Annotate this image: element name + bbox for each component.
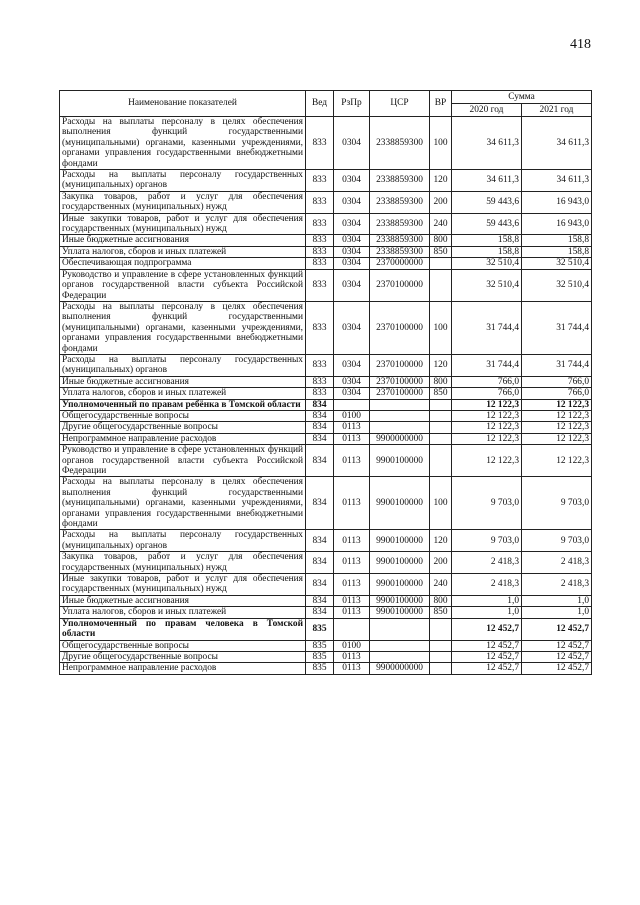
cell-csr: 2338859300 xyxy=(370,235,430,246)
cell-2020: 31 744,4 xyxy=(452,301,522,354)
cell-ved: 835 xyxy=(306,651,334,662)
table-row xyxy=(60,640,592,651)
cell-vr: 120 xyxy=(430,170,452,192)
cell-2021: 12 452,7 xyxy=(522,663,592,674)
cell-name: Другие общегосударственные вопросы xyxy=(60,422,306,433)
cell-name: Расходы на выплаты персоналу в целях обеспечения выполнения функций государственными (муниципальными) органами, казенными учреждениями, органами управления государственными внебюджетными фондами xyxy=(60,117,306,170)
cell-vr: 850 xyxy=(430,607,452,618)
cell-rzpr: 0304 xyxy=(334,246,370,257)
cell-rzpr: 0113 xyxy=(334,651,370,662)
cell-ved: 833 xyxy=(306,269,334,301)
cell-csr: 2338859300 xyxy=(370,117,430,170)
cell-csr: 2338859300 xyxy=(370,170,430,192)
cell-csr: 9900100000 xyxy=(370,574,430,596)
cell-name: Уплата налогов, сборов и иных платежей xyxy=(60,246,306,257)
page-number: 418 xyxy=(570,37,591,52)
cell-vr: 850 xyxy=(430,388,452,399)
table-body xyxy=(60,117,592,675)
cell-2020: 9 703,0 xyxy=(452,477,522,530)
cell-2021: 16 943,0 xyxy=(522,213,592,235)
cell-rzpr: 0304 xyxy=(334,258,370,269)
table-row xyxy=(60,552,592,574)
cell-vr: 100 xyxy=(430,301,452,354)
cell-rzpr: 0113 xyxy=(334,663,370,674)
table-row xyxy=(60,433,592,444)
cell-2020: 766,0 xyxy=(452,388,522,399)
cell-2021: 34 611,3 xyxy=(522,117,592,170)
cell-ved: 833 xyxy=(306,213,334,235)
cell-vr: 200 xyxy=(430,191,452,213)
cell-rzpr xyxy=(334,399,370,410)
cell-ved: 835 xyxy=(306,640,334,651)
cell-vr xyxy=(430,422,452,433)
cell-csr: 2338859300 xyxy=(370,246,430,257)
cell-2020: 31 744,4 xyxy=(452,354,522,376)
cell-csr: 9900000000 xyxy=(370,663,430,674)
cell-2021: 31 744,4 xyxy=(522,301,592,354)
cell-csr xyxy=(370,422,430,433)
cell-rzpr: 0113 xyxy=(334,595,370,606)
budget-table xyxy=(59,90,592,675)
cell-2020: 12 122,3 xyxy=(452,399,522,410)
cell-vr xyxy=(430,640,452,651)
cell-ved: 833 xyxy=(306,246,334,257)
cell-vr: 240 xyxy=(430,574,452,596)
table-row xyxy=(60,117,592,170)
cell-name: Иные закупки товаров, работ и услуг для обеспечения государственных (муниципальных) нужд xyxy=(60,213,306,235)
cell-name: Уполномоченный по правам ребёнка в Томской области xyxy=(60,399,306,410)
cell-name: Общегосударственные вопросы xyxy=(60,640,306,651)
cell-csr xyxy=(370,399,430,410)
cell-ved: 833 xyxy=(306,170,334,192)
cell-name: Непрограммное направление расходов xyxy=(60,663,306,674)
table-row xyxy=(60,388,592,399)
table-row xyxy=(60,376,592,387)
cell-2021: 2 418,3 xyxy=(522,552,592,574)
cell-vr xyxy=(430,445,452,477)
cell-csr: 2370100000 xyxy=(370,269,430,301)
table-row xyxy=(60,246,592,257)
cell-ved: 834 xyxy=(306,399,334,410)
cell-name: Общегосударственные вопросы xyxy=(60,410,306,421)
cell-ved: 835 xyxy=(306,618,334,640)
cell-vr: 850 xyxy=(430,246,452,257)
cell-2020: 12 122,3 xyxy=(452,445,522,477)
cell-2020: 1,0 xyxy=(452,595,522,606)
cell-vr: 100 xyxy=(430,477,452,530)
cell-rzpr: 0113 xyxy=(334,422,370,433)
cell-vr: 800 xyxy=(430,376,452,387)
cell-ved: 833 xyxy=(306,117,334,170)
cell-rzpr: 0113 xyxy=(334,607,370,618)
cell-vr: 100 xyxy=(430,117,452,170)
cell-2021: 9 703,0 xyxy=(522,530,592,552)
cell-csr: 2338859300 xyxy=(370,191,430,213)
cell-rzpr: 0304 xyxy=(334,376,370,387)
cell-2021: 2 418,3 xyxy=(522,574,592,596)
cell-ved: 834 xyxy=(306,530,334,552)
cell-2020: 9 703,0 xyxy=(452,530,522,552)
header-sum: Сумма xyxy=(452,91,592,104)
cell-2020: 12 452,7 xyxy=(452,663,522,674)
cell-csr: 2338859300 xyxy=(370,213,430,235)
cell-2020: 34 611,3 xyxy=(452,170,522,192)
cell-csr: 2370000000 xyxy=(370,258,430,269)
cell-2021: 766,0 xyxy=(522,376,592,387)
cell-vr xyxy=(430,258,452,269)
cell-2021: 12 452,7 xyxy=(522,651,592,662)
cell-name: Иные бюджетные ассигнования xyxy=(60,235,306,246)
cell-2020: 2 418,3 xyxy=(452,552,522,574)
cell-2020: 32 510,4 xyxy=(452,269,522,301)
cell-name: Руководство и управление в сфере установленных функций органов государственной власти субъекта Российской Федерации xyxy=(60,269,306,301)
cell-vr: 120 xyxy=(430,530,452,552)
cell-2021: 158,8 xyxy=(522,246,592,257)
cell-ved: 834 xyxy=(306,445,334,477)
cell-csr xyxy=(370,640,430,651)
cell-rzpr: 0113 xyxy=(334,574,370,596)
cell-rzpr: 0304 xyxy=(334,191,370,213)
cell-ved: 833 xyxy=(306,354,334,376)
cell-2021: 766,0 xyxy=(522,388,592,399)
table-row xyxy=(60,477,592,530)
cell-2021: 1,0 xyxy=(522,607,592,618)
cell-2020: 12 452,7 xyxy=(452,640,522,651)
cell-2021: 12 122,3 xyxy=(522,422,592,433)
cell-name: Расходы на выплаты персоналу государственных (муниципальных) органов xyxy=(60,170,306,192)
cell-2020: 158,8 xyxy=(452,246,522,257)
table-row xyxy=(60,170,592,192)
table-row xyxy=(60,530,592,552)
header-vr: ВР xyxy=(430,91,452,117)
cell-ved: 833 xyxy=(306,191,334,213)
cell-ved: 834 xyxy=(306,574,334,596)
cell-2021: 16 943,0 xyxy=(522,191,592,213)
cell-2020: 34 611,3 xyxy=(452,117,522,170)
table-row xyxy=(60,663,592,674)
cell-rzpr: 0304 xyxy=(334,117,370,170)
cell-csr: 2370100000 xyxy=(370,354,430,376)
cell-vr: 200 xyxy=(430,552,452,574)
cell-rzpr: 0100 xyxy=(334,410,370,421)
cell-csr: 9900000000 xyxy=(370,433,430,444)
cell-2021: 12 122,3 xyxy=(522,410,592,421)
cell-2021: 9 703,0 xyxy=(522,477,592,530)
cell-name: Закупка товаров, работ и услуг для обеспечения государственных (муниципальных) нужд xyxy=(60,191,306,213)
cell-2020: 766,0 xyxy=(452,376,522,387)
table-row xyxy=(60,269,592,301)
cell-csr: 9900100000 xyxy=(370,445,430,477)
cell-ved: 833 xyxy=(306,235,334,246)
cell-2021: 31 744,4 xyxy=(522,354,592,376)
header-ved: Вед xyxy=(306,91,334,117)
cell-name: Иные закупки товаров, работ и услуг для обеспечения государственных (муниципальных) нужд xyxy=(60,574,306,596)
cell-csr: 9900100000 xyxy=(370,595,430,606)
cell-2020: 1,0 xyxy=(452,607,522,618)
cell-csr xyxy=(370,651,430,662)
cell-rzpr: 0113 xyxy=(334,552,370,574)
cell-rzpr: 0100 xyxy=(334,640,370,651)
cell-vr: 800 xyxy=(430,595,452,606)
cell-vr xyxy=(430,651,452,662)
cell-rzpr: 0113 xyxy=(334,530,370,552)
header-name: Наименование показателей xyxy=(60,91,306,117)
cell-name: Другие общегосударственные вопросы xyxy=(60,651,306,662)
cell-2021: 12 122,3 xyxy=(522,399,592,410)
cell-vr: 240 xyxy=(430,213,452,235)
cell-name: Закупка товаров, работ и услуг для обеспечения государственных (муниципальных) нужд xyxy=(60,552,306,574)
cell-2021: 32 510,4 xyxy=(522,269,592,301)
cell-csr: 2370100000 xyxy=(370,376,430,387)
table-row xyxy=(60,445,592,477)
cell-vr: 800 xyxy=(430,235,452,246)
cell-rzpr: 0304 xyxy=(334,213,370,235)
cell-2021: 32 510,4 xyxy=(522,258,592,269)
table-row xyxy=(60,301,592,354)
cell-ved: 833 xyxy=(306,376,334,387)
cell-rzpr: 0304 xyxy=(334,354,370,376)
cell-2021: 12 122,3 xyxy=(522,433,592,444)
cell-2021: 34 611,3 xyxy=(522,170,592,192)
cell-2020: 59 443,6 xyxy=(452,191,522,213)
cell-ved: 833 xyxy=(306,301,334,354)
cell-rzpr: 0113 xyxy=(334,433,370,444)
cell-name: Уполномоченный по правам человека в Томской области xyxy=(60,618,306,640)
cell-ved: 834 xyxy=(306,477,334,530)
cell-2020: 12 122,3 xyxy=(452,433,522,444)
cell-2020: 12 122,3 xyxy=(452,410,522,421)
table-row xyxy=(60,607,592,618)
header-rzpr: РзПр xyxy=(334,91,370,117)
cell-2020: 59 443,6 xyxy=(452,213,522,235)
cell-ved: 834 xyxy=(306,422,334,433)
cell-name: Расходы на выплаты персоналу государственных (муниципальных) органов xyxy=(60,354,306,376)
cell-name: Расходы на выплаты персоналу в целях обеспечения выполнения функций государственными (муниципальными) органами, казенными учреждениями, органами управления государственными внебюджетными фондами xyxy=(60,301,306,354)
cell-name: Иные бюджетные ассигнования xyxy=(60,595,306,606)
cell-ved: 834 xyxy=(306,552,334,574)
cell-name: Непрограммное направление расходов xyxy=(60,433,306,444)
table-row xyxy=(60,574,592,596)
cell-2020: 12 452,7 xyxy=(452,618,522,640)
cell-name: Уплата налогов, сборов и иных платежей xyxy=(60,388,306,399)
cell-csr: 9900100000 xyxy=(370,607,430,618)
cell-vr xyxy=(430,618,452,640)
cell-vr: 120 xyxy=(430,354,452,376)
cell-ved: 833 xyxy=(306,258,334,269)
cell-2020: 12 122,3 xyxy=(452,422,522,433)
cell-rzpr: 0113 xyxy=(334,477,370,530)
table-row xyxy=(60,410,592,421)
cell-2020: 32 510,4 xyxy=(452,258,522,269)
table-row xyxy=(60,651,592,662)
cell-rzpr: 0304 xyxy=(334,170,370,192)
cell-csr: 2370100000 xyxy=(370,301,430,354)
cell-rzpr: 0304 xyxy=(334,388,370,399)
cell-name: Обеспечивающая подпрограмма xyxy=(60,258,306,269)
cell-csr: 9900100000 xyxy=(370,477,430,530)
cell-csr xyxy=(370,410,430,421)
cell-rzpr: 0113 xyxy=(334,445,370,477)
header-year-2020: 2020 год xyxy=(452,104,522,117)
table-row xyxy=(60,191,592,213)
cell-name: Руководство и управление в сфере установленных функций органов государственной власти субъекта Российской Федерации xyxy=(60,445,306,477)
cell-ved: 833 xyxy=(306,388,334,399)
cell-vr xyxy=(430,399,452,410)
table-row xyxy=(60,235,592,246)
cell-2021: 12 452,7 xyxy=(522,618,592,640)
cell-ved: 834 xyxy=(306,433,334,444)
table-row xyxy=(60,354,592,376)
cell-2020: 2 418,3 xyxy=(452,574,522,596)
table-row xyxy=(60,399,592,410)
cell-ved: 835 xyxy=(306,663,334,674)
cell-name: Уплата налогов, сборов и иных платежей xyxy=(60,607,306,618)
cell-csr: 9900100000 xyxy=(370,552,430,574)
cell-2020: 158,8 xyxy=(452,235,522,246)
cell-vr xyxy=(430,269,452,301)
cell-2021: 12 122,3 xyxy=(522,445,592,477)
cell-2021: 158,8 xyxy=(522,235,592,246)
cell-ved: 834 xyxy=(306,410,334,421)
cell-vr xyxy=(430,410,452,421)
header-year-2021: 2021 год xyxy=(522,104,592,117)
cell-csr: 9900100000 xyxy=(370,530,430,552)
cell-rzpr: 0304 xyxy=(334,301,370,354)
cell-name: Иные бюджетные ассигнования xyxy=(60,376,306,387)
cell-2020: 12 452,7 xyxy=(452,651,522,662)
table-row xyxy=(60,618,592,640)
cell-csr xyxy=(370,618,430,640)
cell-2021: 1,0 xyxy=(522,595,592,606)
table-row xyxy=(60,422,592,433)
cell-ved: 834 xyxy=(306,607,334,618)
cell-2021: 12 452,7 xyxy=(522,640,592,651)
cell-csr: 2370100000 xyxy=(370,388,430,399)
cell-rzpr: 0304 xyxy=(334,269,370,301)
cell-name: Расходы на выплаты персоналу государственных (муниципальных) органов xyxy=(60,530,306,552)
cell-rzpr: 0304 xyxy=(334,235,370,246)
cell-ved: 834 xyxy=(306,595,334,606)
cell-vr xyxy=(430,433,452,444)
cell-name: Расходы на выплаты персоналу в целях обеспечения выполнения функций государственными (муниципальными) органами, казенными учреждениями, органами управления государственными внебюджетными фондами xyxy=(60,477,306,530)
header-csr: ЦСР xyxy=(370,91,430,117)
cell-rzpr xyxy=(334,618,370,640)
table-row xyxy=(60,258,592,269)
table-row xyxy=(60,213,592,235)
table-row xyxy=(60,595,592,606)
cell-vr xyxy=(430,663,452,674)
